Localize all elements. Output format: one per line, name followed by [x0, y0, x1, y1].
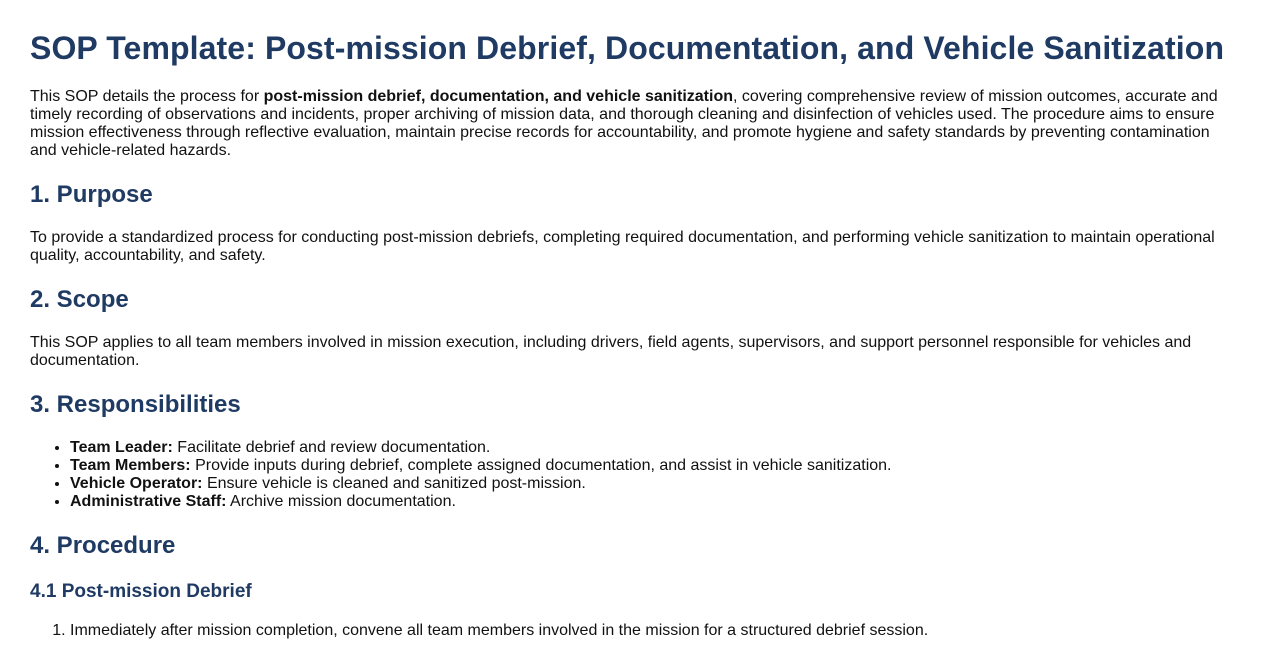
page-title: SOP Template: Post-mission Debrief, Documentation, and Vehicle Sanitization: [30, 30, 1225, 66]
role-description: Provide inputs during debrief, complete assigned documentation, and assist in vehicle sanitization.: [190, 457, 892, 474]
intro-suffix: , covering comprehensive review of mission outcomes, accurate and timely recording of observations and incidents, proper archiving of mission data, and thorough cleaning and disinfection of vehicles used. The procedure aims to ensure mission effectiveness through reflective evaluation, maintain precise records for accountability, and promote hygiene and safety standards by preventing contamination and vehicle-related hazards.: [30, 88, 1218, 159]
role-label: Vehicle Operator:: [70, 475, 203, 492]
section-heading-scope: 2. Scope: [30, 286, 129, 313]
role-label: Administrative Staff:: [70, 493, 227, 510]
sop-document: [0, 29, 1263, 640]
list-item: [70, 475, 1233, 493]
role-description: Ensure vehicle is cleaned and sanitized post-mission.: [202, 475, 586, 492]
debrief-steps-list: [30, 622, 1233, 640]
section-heading-responsibilities: 3. Responsibilities: [30, 391, 241, 418]
responsibilities-list: [30, 439, 1233, 511]
scope-text: This SOP applies to all team members involved in mission execution, including drivers, field agents, supervisors, and support personnel responsible for vehicles and documentation.: [30, 334, 1192, 369]
intro-prefix: This SOP details the process for: [30, 88, 264, 105]
list-item: [70, 493, 1233, 511]
role-label: Team Members:: [70, 457, 191, 474]
intro-bold: post-mission debrief, documentation, and vehicle sanitization: [263, 88, 733, 105]
section-heading-procedure: 4. Procedure: [30, 532, 176, 559]
list-item: 1. Immediately after mission completion, convene all team members involved in the mission for a structured debrief session.: [70, 622, 1233, 640]
subsection-heading-debrief: 4.1 Post-mission Debrief: [30, 581, 252, 602]
role-description: Facilitate debrief and review documentation.: [172, 439, 491, 456]
intro-paragraph: [30, 88, 1233, 160]
list-item: [70, 439, 1233, 457]
list-item: [70, 457, 1233, 475]
section-heading-purpose: 1. Purpose: [30, 181, 153, 208]
role-label: Team Leader:: [70, 439, 173, 456]
purpose-text: To provide a standardized process for conducting post-mission debriefs, completing required documentation, and performing vehicle sanitization to maintain operational quality, accountability, and safety.: [30, 229, 1215, 264]
role-description: Archive mission documentation.: [226, 493, 456, 510]
